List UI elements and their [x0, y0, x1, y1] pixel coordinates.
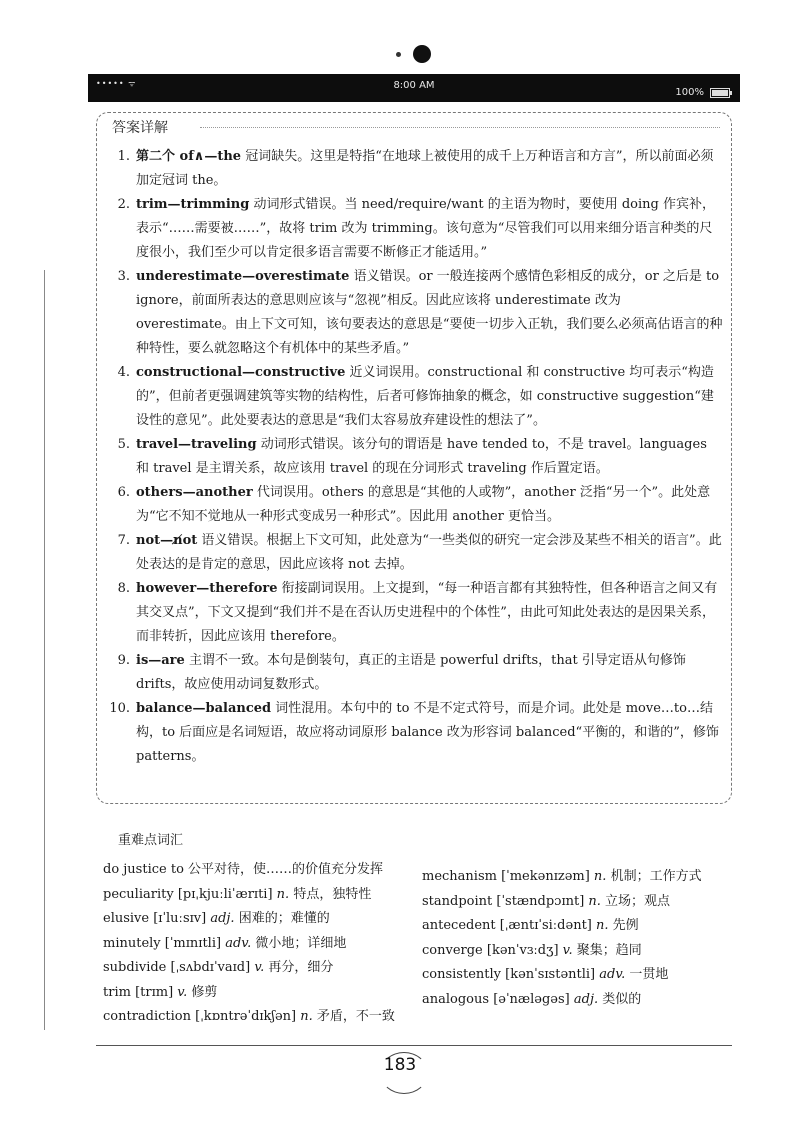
vocab-entry	[422, 939, 722, 964]
camera-dot	[413, 45, 431, 63]
vocab-phonetic: [ˌkɒntrəˈdɪkʃən]	[191, 1009, 297, 1024]
vocab-word: consistently	[422, 967, 501, 982]
answer-item	[108, 697, 723, 769]
vocab-phonetic: [ˈstændpɔɪnt]	[492, 893, 585, 909]
vocab-phonetic: [kənˈsɪstəntli]	[501, 967, 596, 982]
vocab-meaning: 先例	[608, 918, 639, 933]
answer-number: 6.	[117, 485, 130, 500]
vocab-phonetic: [pɪˌkjuːliˈærɪti]	[173, 886, 273, 902]
vocab-word: minutely	[103, 935, 161, 951]
explanation: 语义错误。or 一般连接两个感情色彩相反的成分，or 之后是 to ignore，前面所表达的意思则应该与“忽视”相反。因此应该将 underestimate 改为 overestimate。由上下文可知，该句要表达的意思是“要使一切步入正轨，我们要么必须高估语言的种种特性，要么就忽略这个有机体中的某些矛盾。”	[136, 269, 723, 356]
vocab-pos: v.	[250, 960, 265, 975]
vocab-pos: n.	[584, 893, 601, 909]
vocab-pos: n.	[589, 869, 607, 884]
signal-icon: ••••• ᯤ	[96, 79, 137, 88]
page-number: 183	[383, 1055, 417, 1075]
answer-number: 3.	[117, 269, 130, 284]
answer-item	[108, 577, 723, 649]
vocab-entry	[103, 932, 413, 957]
vocab-phonetic: [ˈmɪnɪtli]	[160, 935, 222, 951]
vocab-heading: 重难点词汇	[118, 833, 184, 848]
vocab-pos: n.	[591, 918, 609, 933]
correction: others—another	[136, 485, 253, 500]
vocab-entry	[422, 988, 722, 1013]
battery-percent: 100%	[675, 87, 704, 98]
correction: trim—trimming	[136, 197, 250, 212]
vocab-pos: n.	[272, 886, 290, 902]
correction: underestimate—overestimate	[136, 269, 350, 284]
vocab-entry	[422, 865, 722, 890]
vocab-entry	[422, 890, 722, 915]
vocab-phonetic: [trɪm]	[130, 984, 174, 1000]
correction: balance—balanced	[136, 701, 272, 716]
correction: however—therefore	[136, 581, 278, 596]
vocab-entry	[103, 883, 413, 908]
vocab-phonetic: [kənˈvɜːdʒ]	[482, 942, 559, 958]
explanation: 动词形式错误。该分句的谓语是 have tended to，不是 travel。languages 和 travel 是主谓关系，故应该用 travel 的现在分词形式 traveling 作后置定语。	[136, 437, 707, 476]
vocab-meaning: 机制；工作方式	[606, 869, 702, 884]
correction: constructional—constructive	[136, 365, 346, 380]
footer-rule	[96, 1045, 732, 1046]
vocab-word: antecedent	[422, 918, 496, 933]
vocab-word: standpoint	[422, 893, 493, 909]
vocab-word: trim	[103, 984, 131, 1000]
vocab-pos: n.	[296, 1009, 313, 1024]
vocab-pos: v.	[558, 942, 573, 958]
vocab-meaning: 立场；观点	[600, 893, 671, 909]
correction: not—n̸ot	[136, 533, 198, 548]
explanation: 近义词误用。constructional 和 constructive 均可表示“构造的”，但前者更强调建筑等实物的结构性，后者可修饰抽象的概念，如 constructive suggestion“建设性的意见”。此处要表达的意思是“我们太容易放弃建设性的想法了”。	[136, 365, 714, 428]
vocab-entry	[422, 963, 722, 988]
heading-rule	[200, 127, 720, 128]
answer-number: 5.	[117, 437, 130, 452]
answer-item	[108, 145, 723, 193]
vocab-meaning: 聚集；趋同	[572, 942, 642, 958]
answer-item	[108, 433, 723, 481]
vocab-entry	[103, 1005, 413, 1030]
vocab-meaning: 一贯地	[625, 967, 669, 982]
answer-number: 4.	[117, 365, 130, 380]
explanation: 衔接副词误用。上文提到，“每一种语言都有其独特性，但各种语言之间又有其交叉点”，下文又提到“我们并不是在否认历史进程中的个体性”，由此可知此处表达的是因果关系，而非转折，因此应该用 therefore。	[136, 581, 718, 644]
vocab-meaning: 类似的	[598, 991, 642, 1007]
vocab-phonetic: [əˈnæləgəs]	[489, 991, 570, 1007]
vocab-list-right	[422, 865, 722, 1012]
vocab-meaning: 特点，独特性	[289, 886, 372, 902]
answer-number: 9.	[117, 653, 130, 668]
vocab-word: analogous	[422, 991, 490, 1007]
answer-item	[108, 265, 723, 361]
camera-speck	[396, 52, 401, 57]
vocab-word: do justice to	[103, 862, 184, 877]
vocab-pos: adj.	[206, 911, 235, 926]
vocab-word: converge	[422, 942, 483, 958]
vocab-pos: adj.	[569, 991, 599, 1007]
correction: is—are	[136, 653, 185, 668]
answer-number: 1.	[117, 149, 130, 164]
explanation: 主谓不一致。本句是倒装句，真正的主语是 powerful drifts，that 引导定语从句修饰 drifts，故应使用动词复数形式。	[136, 653, 686, 692]
answer-item	[108, 529, 723, 577]
status-bar	[88, 74, 740, 102]
vocab-entry	[103, 907, 413, 932]
vocab-entry	[103, 981, 413, 1006]
vocab-phonetic: [ˌsʌbdɪˈvaɪd]	[166, 960, 251, 975]
answer-item	[108, 481, 723, 529]
answer-number: 10.	[109, 701, 130, 716]
page-margin-rule	[44, 270, 45, 1030]
vocab-meaning: 修剪	[187, 984, 218, 1000]
explanation: 词性混用。本句中的 to 不是不定式符号，而是介词。此处是 move…to…结构，to 后面应是名词短语，故应将动词原形 balance 改为形容词 balanced“平衡的，和谐的”，修饰 patterns。	[136, 701, 719, 764]
vocab-word: contradiction	[103, 1009, 192, 1024]
vocab-phonetic: [ɪˈluːsɪv]	[149, 911, 207, 926]
battery-icon	[710, 88, 730, 98]
vocab-entry	[103, 956, 413, 981]
vocab-phonetic: [ˈmekənɪzəm]	[496, 869, 590, 884]
answer-item	[108, 193, 723, 265]
vocab-list-left	[103, 858, 413, 1030]
explanation: 语义错误。根据上下文可知，此处意为“一些类似的研究一定会涉及某些不相关的语言”。此处表达的是肯定的意思，因此应该将 not 去掉。	[136, 533, 722, 572]
answer-item	[108, 361, 723, 433]
answer-number: 7.	[117, 533, 130, 548]
correction: 第二个 of∧—the	[136, 149, 242, 164]
vocab-word: mechanism	[422, 869, 497, 884]
vocab-pos: adv.	[221, 935, 252, 951]
vocab-word: elusive	[103, 911, 150, 926]
vocab-phonetic: [ˌæntɪˈsiːdənt]	[495, 918, 592, 933]
answer-item	[108, 649, 723, 697]
explanation: 动词形式错误。当 need/require/want 的主语为物时，要使用 doing 作宾补，表示“……需要被……”，故将 trim 改为 trimming。该句意为“尽管我们可以用来细分语言种类的尺度很小，我们至少可以肯定很多语言需要不断修正才能适用。”	[136, 197, 715, 260]
vocab-pos: v.	[173, 984, 188, 1000]
vocab-meaning: 微小地；详细地	[251, 935, 347, 951]
vocab-meaning: 困难的；难懂的	[234, 911, 330, 926]
answer-list	[108, 145, 723, 769]
answer-number: 2.	[117, 197, 130, 212]
vocab-word: subdivide	[103, 960, 167, 975]
vocab-entry	[422, 914, 722, 939]
explanation: 冠词缺失。这里是特指“在地球上被使用的成千上万种语言和方言”，所以前面必须加定冠词 the。	[136, 149, 714, 188]
vocab-meaning: 矛盾，不一致	[312, 1009, 395, 1024]
answer-heading: 答案详解	[112, 120, 168, 136]
status-time: 8:00 AM	[393, 80, 435, 91]
answer-number: 8.	[117, 581, 130, 596]
vocab-word: peculiarity	[103, 886, 174, 902]
correction: travel—traveling	[136, 437, 257, 452]
vocab-meaning: 再分，细分	[264, 960, 334, 975]
vocab-meaning: 公平对待，使……的价值充分发挥	[183, 862, 384, 877]
vocab-pos: adv.	[595, 967, 626, 982]
vocab-entry	[103, 858, 413, 883]
explanation: 代词误用。others 的意思是“其他的人或物”，another 泛指“另一个”。此处意为“它不知不觉地从一种形式变成另一种形式”。因此用 another 更恰当。	[136, 485, 711, 524]
